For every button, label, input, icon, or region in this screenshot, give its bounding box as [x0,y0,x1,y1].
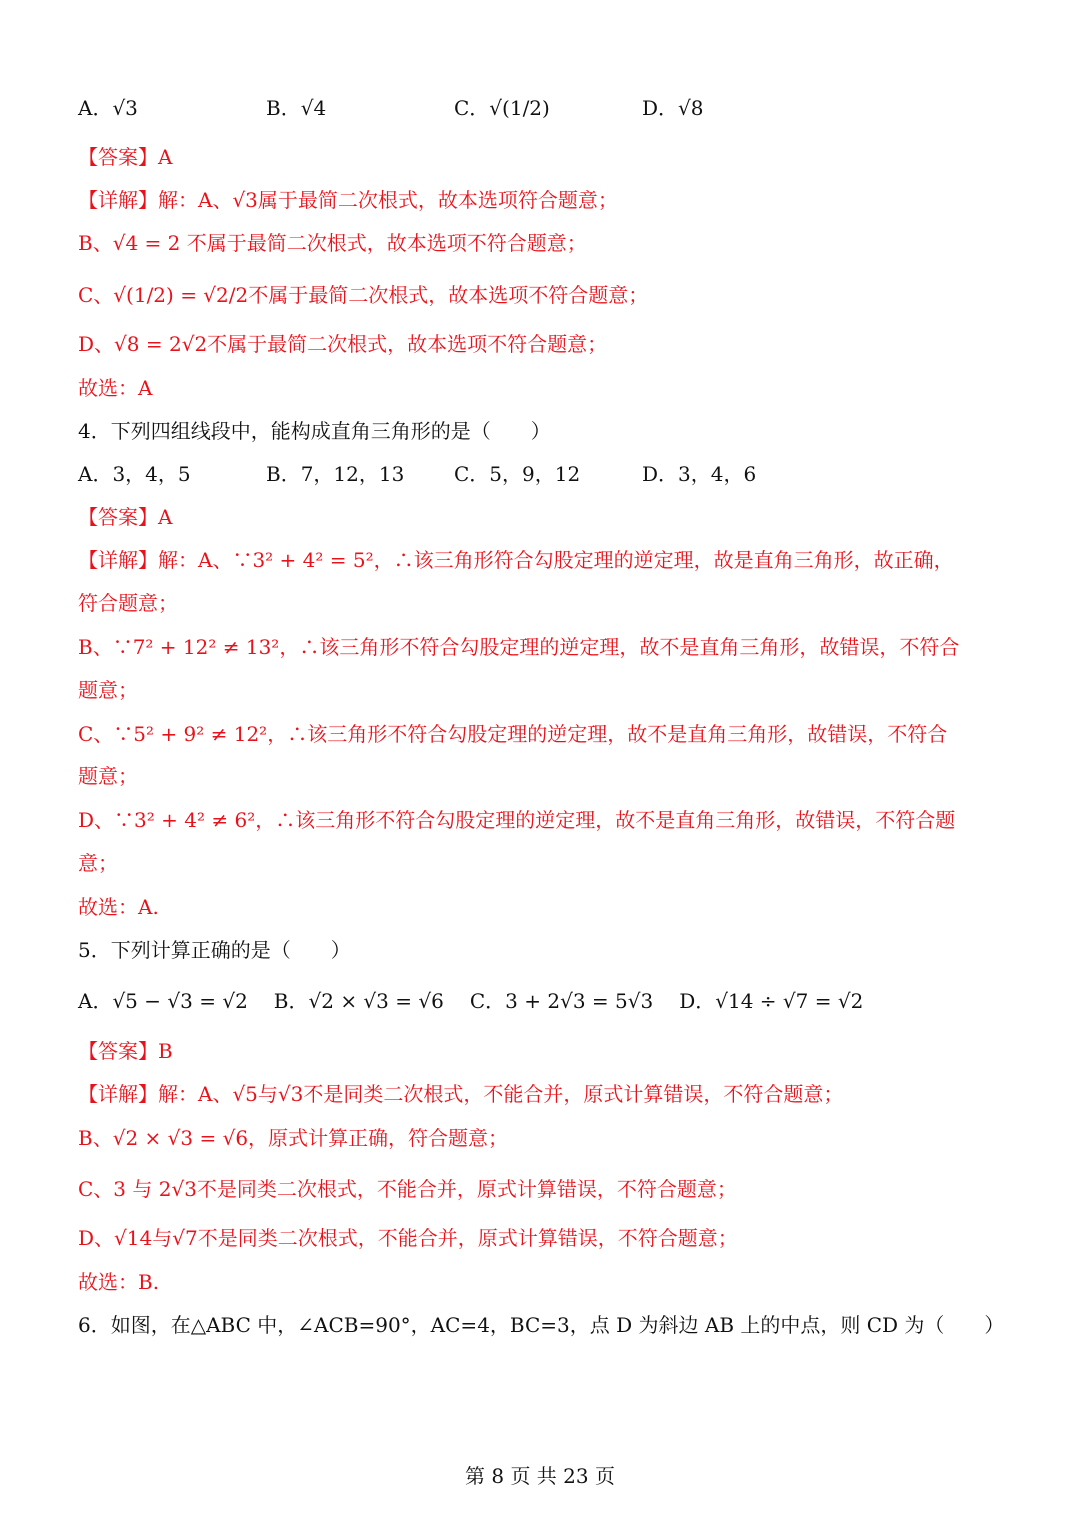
solution-line: B、∵7² + 12² ≠ 13²，∴该三角形不符合勾股定理的逆定理，故不是直角三角形，故错误，不符合 [78,635,960,659]
solution-line: 【答案】A [78,505,173,529]
solution-line: 【详解】解：A、∵3² + 4² = 5²，∴该三角形符合勾股定理的逆定理，故是直角三角形，故正确， [78,548,954,572]
solution-line: C、√(1/2) = √2/2不属于最简二次根式，故本选项不符合题意； [78,283,649,307]
solution-line: B、√4 = 2 不属于最简二次根式，故本选项不符合题意； [78,231,587,255]
option-b: B．√4 [266,96,327,120]
question-line: 5．下列计算正确的是（ ） [78,938,351,962]
solution-line: 故选：B. [78,1270,160,1294]
page-footer: 第 8 页 共 23 页 [465,1464,615,1488]
solution-line: 【详解】解：A、√3属于最简二次根式，故本选项符合题意； [78,188,618,212]
solution-line: 【详解】解：A、√5与√3不是同类二次根式，不能合并，原式计算错误，不符合题意； [78,1082,844,1106]
solution-line: 故选：A [78,376,153,400]
option-c: C．3 + 2√3 = 5√3 [469,989,654,1013]
option-c: C．5，9，12 [454,462,581,486]
solution-line: 意； [78,851,118,875]
solution-line: 题意； [78,764,138,788]
solution-line: C、3 与 2√3不是同类二次根式，不能合并，原式计算错误，不符合题意； [78,1177,737,1201]
option-a: A．3，4，5 [78,462,191,486]
solution-line: 【答案】B [78,1039,173,1063]
solution-line: 符合题意； [78,591,178,615]
option-d: D．√14 ÷ √7 = √2 [679,989,864,1013]
option-b: B．√2 × √3 = √6 [273,989,444,1013]
options-row [78,987,1010,1015]
options-row [78,460,1010,488]
options-row [78,94,1010,122]
option-b: B．7，12，13 [266,462,405,486]
option-a: A．√3 [78,96,138,120]
solution-line: D、√14与√7不是同类二次根式，不能合并，原式计算错误，不符合题意； [78,1226,738,1250]
option-a: A．√5 − √3 = √2 [78,989,248,1013]
solution-line: B、√2 × √3 = √6，原式计算正确，符合题意； [78,1126,509,1150]
option-c: C．√(1/2) [454,96,550,120]
solution-line: 【答案】A [78,145,173,169]
option-d: D．√8 [642,96,704,120]
solution-line: 故选：A. [78,895,159,919]
question-line: 4．下列四组线段中，能构成直角三角形的是（ ） [78,419,551,443]
solution-line: D、∵3² + 4² ≠ 6²，∴该三角形不符合勾股定理的逆定理，故不是直角三角形，故错误，不符合题 [78,808,956,832]
option-d: D．3，4，6 [642,462,757,486]
solution-line: 题意； [78,678,138,702]
solution-line: D、√8 = 2√2不属于最简二次根式，故本选项不符合题意； [78,332,608,356]
question-line: 6．如图，在△ABC 中，∠ACB=90°，AC=4，BC=3，点 D 为斜边 AB 上的中点，则 CD 为（ ） [78,1313,1005,1337]
solution-line: C、∵5² + 9² ≠ 12²，∴该三角形不符合勾股定理的逆定理，故不是直角三角形，故错误，不符合 [78,722,948,746]
